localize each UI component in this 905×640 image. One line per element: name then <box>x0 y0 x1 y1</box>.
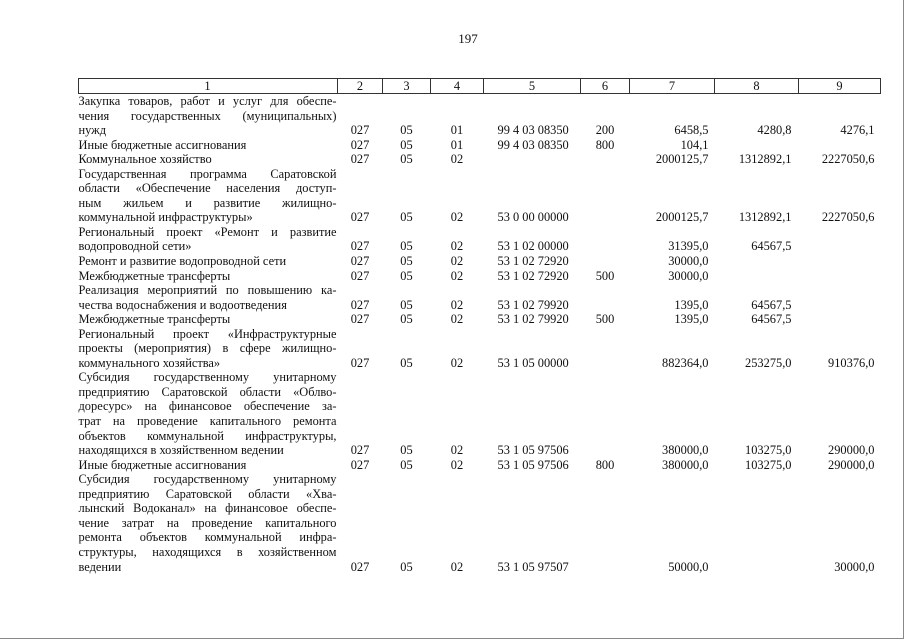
amount-year-1: 31395,0 <box>668 239 709 254</box>
description-line: водопроводной сети» <box>78 239 192 254</box>
amount-year-3 <box>799 225 881 254</box>
description-line: лынский Водоканал» на финансовое обеспе- <box>78 501 337 516</box>
amount-year-1: 2000125,7 <box>655 152 709 167</box>
subsection: 01 <box>450 137 464 152</box>
row-description <box>79 312 338 327</box>
amount-year-2: 64567,5 <box>751 312 792 327</box>
amount-year-2: 103275,0 <box>745 457 792 472</box>
table-row <box>79 138 881 153</box>
expense-type <box>581 370 630 457</box>
row-description <box>79 225 338 254</box>
description-line: предприятию Саратовской области «Облво- <box>78 384 337 399</box>
target-article: 53 0 00 00000 <box>497 210 569 225</box>
description-line: проекты (мероприятия) в сфере жилищно- <box>78 341 337 356</box>
subsection: 02 <box>450 559 464 574</box>
description-line: Субсидия государственному унитарному <box>78 370 337 385</box>
amount-year-2: 103275,0 <box>745 443 792 458</box>
row-description <box>79 138 338 153</box>
admin-code: 027 <box>350 443 370 458</box>
description-line: области «Обеспечение населения доступ- <box>78 181 337 196</box>
amount-year-1: 1395,0 <box>674 297 709 312</box>
amount-year-3 <box>799 269 881 284</box>
amount-year-2 <box>715 138 799 153</box>
expense-type <box>581 167 630 225</box>
target-article: 53 1 05 00000 <box>497 355 569 370</box>
table-row <box>79 225 881 254</box>
subsection: 02 <box>450 152 464 167</box>
amount-year-3: 30000,0 <box>834 559 875 574</box>
table-row <box>79 283 881 312</box>
admin-code: 027 <box>350 355 370 370</box>
expense-type <box>581 152 630 167</box>
description-line: структуры, находящихся в хозяйственном <box>78 544 337 559</box>
admin-code: 027 <box>350 123 370 138</box>
target-article: 53 1 02 72920 <box>497 254 569 269</box>
admin-code: 027 <box>350 457 370 472</box>
table-row <box>79 94 881 138</box>
description-line: предприятию Саратовской области «Хва- <box>78 486 337 501</box>
budget-table <box>78 78 881 574</box>
target-article: 99 4 03 08350 <box>497 137 569 152</box>
admin-code: 027 <box>350 152 370 167</box>
expense-type: 500 <box>595 268 615 283</box>
expense-type: 500 <box>595 312 615 327</box>
amount-year-3 <box>799 138 881 153</box>
target-article <box>484 152 581 167</box>
header-col-8: 8 <box>715 79 799 94</box>
amount-year-2: 64567,5 <box>751 239 792 254</box>
description-line: нужд <box>78 123 107 138</box>
expense-type: 200 <box>595 123 615 138</box>
description-line: Субсидия государственному унитарному <box>78 472 337 487</box>
admin-code: 027 <box>350 297 370 312</box>
description-line: трат на проведение капитального ремонта <box>78 414 337 429</box>
amount-year-2: 1312892,1 <box>738 210 792 225</box>
row-description <box>79 370 338 457</box>
header-col-3: 3 <box>383 79 431 94</box>
expense-type <box>581 283 630 312</box>
header-col-2: 2 <box>338 79 383 94</box>
table-row <box>79 167 881 225</box>
description-line: Региональный проект «Ремонт и развитие <box>78 224 337 239</box>
amount-year-1: 30000,0 <box>668 254 709 269</box>
description-line: Реализация мероприятий по повышению ка- <box>78 283 337 298</box>
header-row <box>79 79 881 94</box>
table-row <box>79 458 881 473</box>
description-line: Иные бюджетные ассигнования <box>78 457 247 472</box>
section: 05 <box>400 152 413 167</box>
description-line: ведении <box>78 559 122 574</box>
description-line: ремонта объектов коммунальной инфра- <box>78 530 337 545</box>
header-col-5: 5 <box>484 79 581 94</box>
page-number: 197 <box>458 31 478 46</box>
header-col-6: 6 <box>581 79 630 94</box>
description-line: Иные бюджетные ассигнования <box>78 137 247 152</box>
admin-code: 027 <box>350 268 370 283</box>
description-line: чение затрат на проведение капитального <box>78 515 337 530</box>
admin-code: 027 <box>350 559 370 574</box>
subsection: 02 <box>450 312 464 327</box>
section: 05 <box>400 297 413 312</box>
admin-code: 027 <box>350 239 370 254</box>
section: 05 <box>400 268 413 283</box>
admin-code: 027 <box>350 312 370 327</box>
table-row <box>79 269 881 284</box>
expense-type: 800 <box>595 137 615 152</box>
admin-code: 027 <box>350 137 370 152</box>
subsection: 02 <box>450 254 464 269</box>
description-line: Межбюджетные трансферты <box>78 312 231 327</box>
amount-year-2 <box>715 269 799 284</box>
row-description <box>79 269 338 284</box>
amount-year-1: 1395,0 <box>674 312 709 327</box>
amount-year-2 <box>715 254 799 269</box>
amount-year-3: 290000,0 <box>828 457 875 472</box>
target-article: 53 1 05 97506 <box>497 443 569 458</box>
amount-year-2 <box>715 472 799 574</box>
amount-year-1: 380000,0 <box>662 443 709 458</box>
row-description <box>79 94 338 138</box>
amount-year-3 <box>799 283 881 312</box>
amount-year-1: 2000125,7 <box>655 210 709 225</box>
header-col-7: 7 <box>630 79 715 94</box>
description-line: коммунальной инфраструктуры» <box>78 210 253 225</box>
subsection: 02 <box>450 239 464 254</box>
section: 05 <box>400 210 413 225</box>
target-article: 53 1 02 72920 <box>497 268 569 283</box>
amount-year-2: 64567,5 <box>751 297 792 312</box>
header-col-1: 1 <box>79 79 338 94</box>
section: 05 <box>400 137 413 152</box>
expense-type <box>581 472 630 574</box>
expense-type <box>581 254 630 269</box>
description-line: Межбюджетные трансферты <box>78 268 231 283</box>
description-line: Коммунальное хозяйство <box>78 152 212 167</box>
description-line: доресурс» на финансовое обеспечение за- <box>78 399 337 414</box>
description-line: находящихся в хозяйственном ведении <box>78 443 284 458</box>
expense-type: 800 <box>595 457 615 472</box>
expense-type <box>581 327 630 371</box>
section: 05 <box>400 239 413 254</box>
target-article: 53 1 02 00000 <box>497 239 569 254</box>
section: 05 <box>400 123 413 138</box>
section: 05 <box>400 254 413 269</box>
subsection: 02 <box>450 355 464 370</box>
section: 05 <box>400 355 413 370</box>
amount-year-3 <box>799 254 881 269</box>
row-description <box>79 472 338 574</box>
description-line: объектов коммунальной инфраструктуры, <box>78 428 337 443</box>
section: 05 <box>400 443 413 458</box>
table-row <box>79 370 881 457</box>
description-line: Региональный проект «Инфраструктурные <box>78 326 337 341</box>
amount-year-1: 882364,0 <box>662 355 709 370</box>
row-description <box>79 458 338 473</box>
row-description <box>79 152 338 167</box>
target-article: 53 1 05 97506 <box>497 457 569 472</box>
amount-year-1: 50000,0 <box>668 559 709 574</box>
header-col-4: 4 <box>431 79 484 94</box>
amount-year-1: 380000,0 <box>662 457 709 472</box>
subsection: 02 <box>450 210 464 225</box>
description-line: коммунального хозяйства» <box>78 355 221 370</box>
row-description <box>79 327 338 371</box>
section: 05 <box>400 312 413 327</box>
amount-year-1: 6458,5 <box>674 123 709 138</box>
amount-year-3: 290000,0 <box>828 443 875 458</box>
amount-year-3: 2227050,6 <box>821 152 875 167</box>
amount-year-1: 104,1 <box>680 137 709 152</box>
amount-year-3 <box>799 312 881 327</box>
amount-year-3: 910376,0 <box>828 355 875 370</box>
section: 05 <box>400 559 413 574</box>
subsection: 02 <box>450 443 464 458</box>
amount-year-2: 1312892,1 <box>738 152 792 167</box>
subsection: 01 <box>450 123 464 138</box>
target-article: 99 4 03 08350 <box>497 123 569 138</box>
amount-year-3: 2227050,6 <box>821 210 875 225</box>
expense-type <box>581 225 630 254</box>
subsection: 02 <box>450 457 464 472</box>
amount-year-2: 253275,0 <box>745 355 792 370</box>
amount-year-2: 4280,8 <box>757 123 792 138</box>
row-description <box>79 254 338 269</box>
amount-year-1: 30000,0 <box>668 268 709 283</box>
section: 05 <box>400 457 413 472</box>
subsection: 02 <box>450 297 464 312</box>
amount-year-3: 4276,1 <box>840 123 875 138</box>
table-row <box>79 152 881 167</box>
table-row <box>79 312 881 327</box>
subsection: 02 <box>450 268 464 283</box>
description-line: Ремонт и развитие водопроводной сети <box>78 254 287 269</box>
table-row <box>79 472 881 574</box>
description-line: чества водоснабжения и водоотведения <box>78 297 287 312</box>
row-description <box>79 283 338 312</box>
admin-code: 027 <box>350 210 370 225</box>
table-row <box>79 327 881 371</box>
description-line: Закупка товаров, работ и услуг для обеспе- <box>78 94 337 108</box>
description-line: Государственная программа Саратовской <box>78 166 337 181</box>
description-line: чения государственных (муниципальных) <box>78 108 337 123</box>
target-article: 53 1 05 97507 <box>497 559 569 574</box>
description-line: ным жильем и развитие жилищно- <box>78 195 337 210</box>
header-col-9: 9 <box>799 79 881 94</box>
target-article: 53 1 02 79920 <box>497 297 569 312</box>
admin-code: 027 <box>350 254 370 269</box>
target-article: 53 1 02 79920 <box>497 312 569 327</box>
table-body <box>79 94 881 575</box>
row-description <box>79 167 338 225</box>
table-row <box>79 254 881 269</box>
